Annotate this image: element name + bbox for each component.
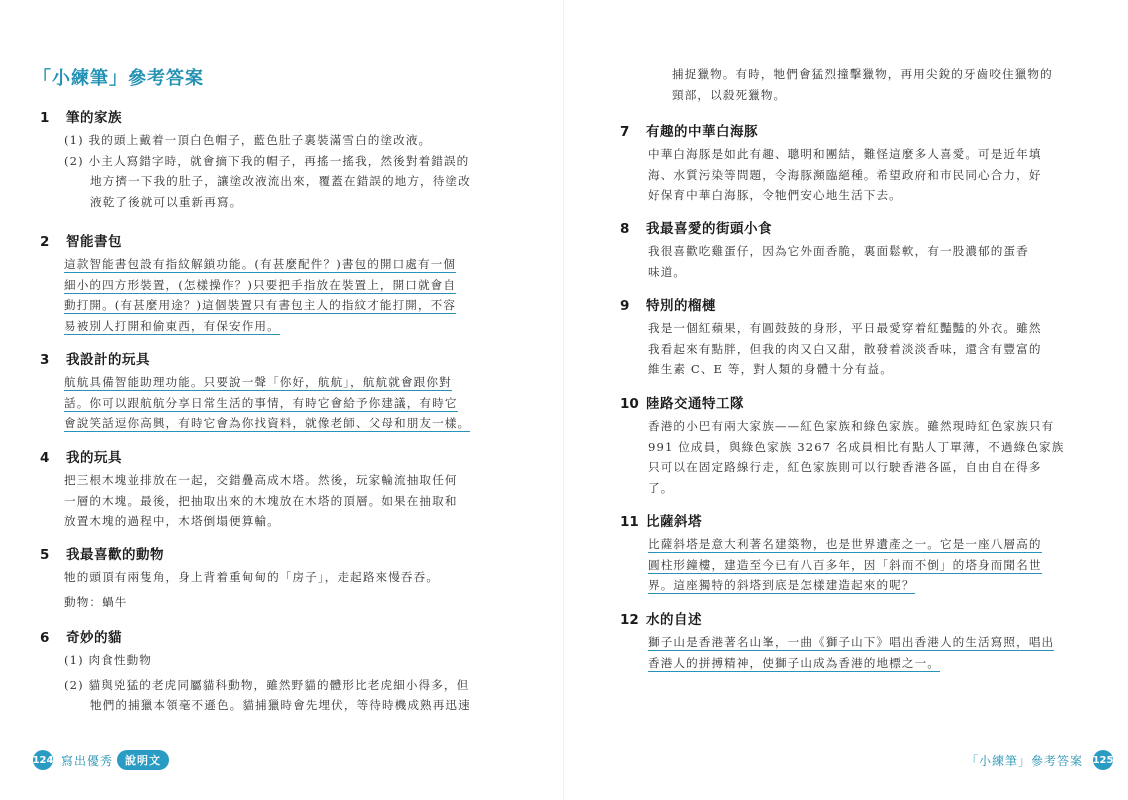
answer-line: 會說笑話逗你高興，有時它會為你找資料，就像老師、父母和朋友一樣。 — [64, 416, 471, 430]
answer-line: 界。這座獨特的斜塔到底是怎樣建造起來的呢？ — [648, 578, 915, 592]
section-10 — [620, 392, 1064, 498]
answer-line: (2) 貓與兇猛的老虎同屬貓科動物，雖然野貓的體形比老虎細小得多，但 — [64, 677, 470, 692]
section-heading — [620, 120, 1042, 140]
answer-line: 比薩斜塔是意大利著名建築物，也是世界遺產之一。它是一座八層高的 — [648, 537, 1042, 551]
section-heading — [620, 608, 1054, 628]
answer-line: (1) 肉食性動物 — [64, 653, 152, 667]
book-tag: 說明文 — [117, 750, 169, 770]
section-number: 1 — [40, 110, 50, 126]
section-number: 6 — [40, 630, 50, 646]
section-title: 水的自述 — [646, 612, 702, 628]
answer-line: 我看起來有點胖，但我的肉又白又甜，散發着淡淡香味，還含有豐富的 — [648, 341, 1042, 356]
left-footer — [33, 750, 169, 770]
section-number: 12 — [620, 612, 639, 628]
section-title: 有趣的中華白海豚 — [646, 124, 758, 140]
section-title: 陸路交通特工隊 — [646, 396, 744, 412]
answer-line: 香港的小巴有兩大家族——紅色家族和綠色家族。雖然現時紅色家族只有 — [648, 419, 1055, 433]
section-3 — [40, 348, 470, 434]
section-heading — [620, 217, 1029, 237]
answer-line: 我是一個紅蘋果，有圓鼓鼓的身形，平日最愛穿着紅豔豔的外衣。雖然 — [648, 321, 1042, 335]
answer-line: 易被別人打開和偷東西，有保安作用。 — [64, 318, 280, 333]
section-title: 奇妙的貓 — [66, 630, 122, 646]
answer-line: (2) 小主人寫錯字時，就會摘下我的帽子，再搖一搖我，然後對着錯誤的 — [64, 153, 470, 168]
section-7 — [620, 120, 1042, 206]
answer-line: 航航具備智能助理功能。只要說一聲「你好，航航」，航航就會跟你對 — [64, 375, 452, 389]
page-number: 124 — [33, 750, 53, 770]
answer-line: 了。 — [648, 480, 674, 495]
section-2 — [40, 230, 456, 336]
answer-line: 991 位成員，與綠色家族 3267 名成員相比有點人丁單薄，不過綠色家族 — [648, 439, 1065, 454]
answer-line: 中華白海豚是如此有趣、聰明和團結，難怪這麼多人喜愛。可是近年填 — [648, 147, 1042, 161]
section-heading — [40, 348, 470, 368]
answer-line: (1) 我的頭上戴着一頂白色帽子，藍色肚子裏裝滿雪白的塗改液。 — [64, 133, 432, 147]
answer-line: 維生素 C、E 等，對人類的身體十分有益。 — [648, 362, 893, 376]
section-number: 11 — [620, 514, 639, 530]
section-heading — [40, 626, 471, 646]
section-6-continued — [672, 64, 1053, 105]
section-4 — [40, 446, 458, 532]
section-title: 筆的家族 — [66, 110, 122, 126]
answer-line: 動打開。(有甚麼用途？)這個裝置只有書包主人的指紋才能打開，不容 — [64, 298, 457, 312]
answer-line: 頸部，以殺死獵物。 — [672, 87, 787, 102]
section-heading — [620, 510, 1042, 530]
answer-line: 圓柱形鐘樓，建造至今已有八百多年，因「斜而不倒」的塔身而聞名世 — [648, 557, 1042, 572]
answer-line: 只可以在固定路線行走，紅色家族則可以行駛香港各區，自由自在得多 — [648, 460, 1042, 474]
section-12 — [620, 608, 1054, 673]
section-heading — [40, 446, 458, 466]
section-11 — [620, 510, 1042, 596]
answer-line: 香港人的拼搏精神，使獅子山成為香港的地標之一。 — [648, 655, 940, 670]
section-number: 10 — [620, 396, 639, 412]
section-title: 我最喜歡的動物 — [66, 547, 164, 563]
section-heading — [40, 106, 471, 126]
page-number: 125 — [1093, 750, 1113, 770]
section-title: 智能書包 — [66, 234, 122, 250]
section-number: 5 — [40, 547, 50, 563]
section-heading — [40, 230, 456, 250]
answer-line: 牠們的捕獵本領毫不遜色。貓捕獵時會先埋伏，等待時機成熟再迅速 — [90, 698, 471, 712]
right-footer — [966, 750, 1113, 770]
section-number: 3 — [40, 352, 50, 368]
answer-line: 獅子山是香港著名山峯，一曲《獅子山下》唱出香港人的生活寫照，唱出 — [648, 635, 1055, 649]
answer-line: 把三根木塊並排放在一起，交錯疊高成木塔。然後，玩家輪流抽取任何 — [64, 473, 458, 487]
page-title: 「小練筆」參考答案 — [33, 68, 204, 89]
section-title: 我最喜愛的街頭小食 — [646, 221, 772, 237]
answer-line: 細小的四方形裝置，(怎樣操作？)只要把手指放在裝置上，開口就會自 — [64, 277, 457, 292]
answer-line: 好保育中華白海豚，令牠們安心地生活下去。 — [648, 188, 902, 202]
section-heading — [620, 294, 1042, 314]
answer-line: 捕捉獵物。有時，牠們會猛烈撞擊獵物，再用尖銳的牙齒咬住獵物的 — [672, 67, 1053, 81]
section-8 — [620, 217, 1029, 282]
section-heading — [620, 392, 1064, 412]
answer-line: 地方擠一下我的肚子，讓塗改液流出來，覆蓋在錯誤的地方，待塗改 — [90, 174, 471, 188]
section-title: 比薩斜塔 — [646, 514, 702, 530]
answer-line: 海、水質污染等問題，令海豚瀕臨絕種。希望政府和市民同心合力，好 — [648, 167, 1042, 182]
section-number: 4 — [40, 450, 50, 466]
section-number: 7 — [620, 124, 630, 140]
section-title: 我設計的玩具 — [66, 352, 150, 368]
section-6 — [40, 626, 471, 716]
answer-line: 話。你可以跟航航分享日常生活的事情，有時它會給予你建議，有時它 — [64, 395, 458, 410]
book-title: 寫出優秀 — [61, 753, 114, 768]
answer-line: 動物：蝸牛 — [64, 594, 128, 609]
answer-line: 牠的頭頂有兩隻角，身上背着重甸甸的「房子」，走起路來慢吞吞。 — [64, 570, 440, 584]
section-number: 8 — [620, 221, 630, 237]
section-5 — [40, 543, 439, 612]
section-1 — [40, 106, 471, 212]
right-page — [564, 0, 1128, 800]
section-title: 我的玩具 — [66, 450, 122, 466]
section-heading — [40, 543, 439, 563]
answer-line: 味道。 — [648, 264, 687, 279]
running-section-title: 「小練筆」參考答案 — [965, 753, 1083, 768]
answer-line: 這款智能書包設有指紋解鎖功能。(有甚麼配件？)書包的開口處有一個 — [64, 257, 457, 271]
answer-line: 我很喜歡吃雞蛋仔，因為它外面香脆，裏面鬆軟，有一股濃郁的蛋香 — [648, 244, 1029, 258]
section-title: 特別的榴槤 — [646, 298, 716, 314]
answer-line: 一層的木塊。最後，把抽取出來的木塊放在木塔的頂層。如果在抽取和 — [64, 493, 458, 508]
section-number: 2 — [40, 234, 50, 250]
section-number: 9 — [620, 298, 630, 314]
section-9 — [620, 294, 1042, 380]
answer-line: 放置木塊的過程中，木塔倒塌便算輸。 — [64, 514, 280, 528]
answer-line: 液乾了後就可以重新再寫。 — [90, 194, 243, 209]
